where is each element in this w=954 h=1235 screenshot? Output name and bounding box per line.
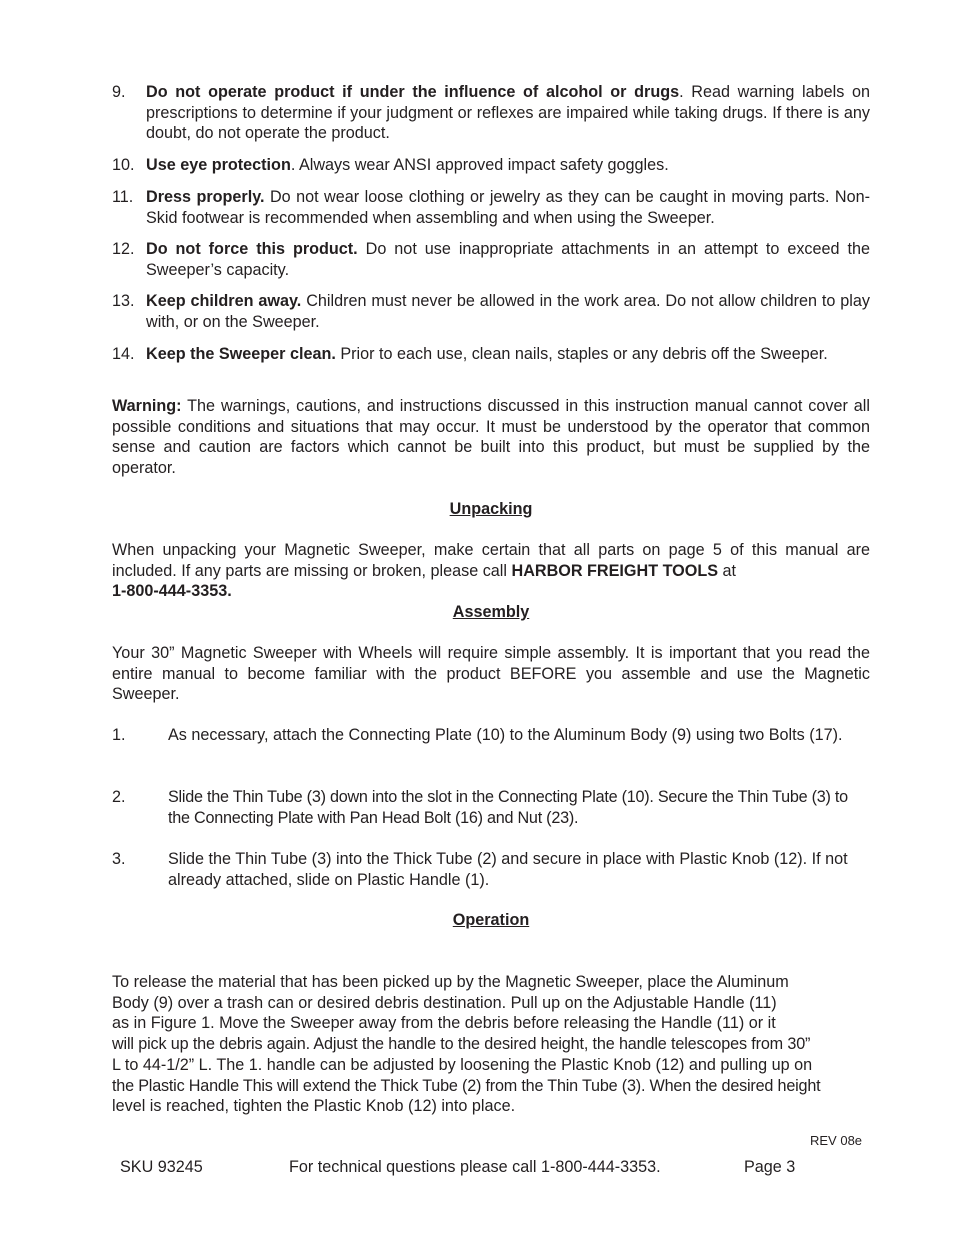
item-body: Always wear ANSI approved impact safety goggles. [298, 156, 669, 174]
item-title: Keep children away. [146, 292, 302, 310]
assembly-heading: Assembly [452, 603, 530, 621]
item-title: Do not operate product if under the influence of alcohol or drugs [146, 83, 680, 101]
unpacking-text: When unpacking your Magnetic Sweeper, make certain that all parts on page 5 of this manual are included. If any parts are missing or broken, please call [112, 541, 870, 580]
item-title: Dress properly. [146, 188, 265, 206]
step-number: 1. [112, 726, 126, 744]
item-number: 14. [112, 345, 135, 363]
item-title: Do not force this product. [146, 240, 358, 258]
operation-line: will pick up the debris again. Adjust the handle to the desired height, the handle telescopes from 30” [112, 1035, 811, 1054]
sku-label: SKU 93245 [120, 1158, 203, 1176]
item-body: Do not use inappropriate attachments in an attempt to exceed the Sweeper’s capacity. [146, 240, 871, 279]
item-number: 12. [112, 240, 135, 258]
unpacking-heading: Unpacking [449, 500, 533, 518]
item-number: 13. [112, 292, 135, 310]
step-number: 3. [112, 850, 126, 868]
safety-item-12 [112, 239, 870, 280]
operation-line: L to 44-1/2” L. The 1. handle can be adjusted by loosening the Plastic Knob (12) and pulling up on [112, 1055, 813, 1074]
safety-item-13 [112, 291, 870, 332]
item-title: Use eye protection [146, 156, 291, 174]
page-number: Page 3 [744, 1158, 796, 1176]
warning-paragraph [112, 396, 870, 479]
warning-label: Warning: [112, 397, 182, 415]
item-separator: . [290, 156, 299, 174]
company-name: HARBOR FREIGHT TOOLS [511, 561, 719, 580]
assembly-step-3 [112, 849, 870, 890]
safety-item-14 [112, 344, 870, 365]
step-text: As necessary, attach the Connecting Plate (10) to the Aluminum Body (9) using two Bolts (17). [168, 726, 843, 744]
item-number: 9. [112, 83, 126, 101]
operation-line: Body (9) over a trash can or desired debris destination. Pull up on the Adjustable Handle (11) [112, 993, 777, 1012]
operation-paragraph [112, 972, 872, 1117]
operation-line: level is reached, tighten the Plastic Knob (12) into place. [112, 1097, 516, 1116]
step-number: 2. [112, 788, 126, 806]
item-title: Keep the Sweeper clean. [146, 345, 336, 363]
safety-item-11 [112, 187, 870, 228]
operation-heading: Operation [452, 911, 530, 929]
unpacking-paragraph [112, 540, 870, 602]
item-separator: . [679, 83, 692, 101]
step-text: Slide the Thin Tube (3) down into the slot in the Connecting Plate (10). Secure the Thin Tube (3) to the Connecting Plate with Pan Head Bolt (16) and Nut (23). [168, 788, 848, 827]
item-body: Prior to each use, clean nails, staples or any debris off the Sweeper. [340, 345, 828, 363]
operation-line: the Plastic Handle This will extend the Thick Tube (2) from the Thin Tube (3). When the desired height [112, 1076, 821, 1095]
item-body: Do not wear loose clothing or jewelry as they can be caught in moving parts. Non-Skid footwear is recommended when assembling and when using the Sweeper. [146, 188, 870, 227]
phone-number: 1-800-444-3353. [112, 582, 232, 601]
warning-text: The warnings, cautions, and instructions discussed in this instruction manual cannot cover all possible conditions and situations that may occur. It must be understood by the operator that common sense and caution are factors which cannot be built into this product, but must be supplied by the operator. [112, 397, 870, 478]
item-body: Read warning labels on prescriptions to determine if your judgment or reflexes are impaired while taking drugs. If there is any doubt, do not operate the product. [146, 83, 870, 143]
assembly-step-1 [112, 725, 870, 746]
item-number: 10. [112, 156, 135, 174]
safety-item-10 [112, 155, 870, 176]
operation-line: To release the material that has been picked up by the Magnetic Sweeper, place the Aluminum [112, 973, 789, 991]
safety-item-9 [112, 82, 870, 144]
operation-line: as in Figure 1. Move the Sweeper away from the debris before releasing the Handle (11) or it [112, 1014, 776, 1033]
assembly-intro: Your 30” Magnetic Sweeper with Wheels will require simple assembly. It is important that you read the entire manual to become familiar with the product BEFORE you assemble and use the Magnetic Sweeper. [112, 644, 870, 704]
item-separator [358, 240, 366, 258]
revision-label: REV 08e [810, 1133, 863, 1148]
item-body: Children must never be allowed in the work area. Do not allow children to play with, or on the Sweeper. [146, 292, 870, 331]
unpacking-text-after: at [718, 561, 737, 580]
assembly-step-2 [112, 787, 870, 828]
tech-support-text: For technical questions please call 1-800-444-3353. [289, 1158, 661, 1176]
step-text: Slide the Thin Tube (3) into the Thick Tube (2) and secure in place with Plastic Knob (12). If not already attached, slide on Plastic Handle (1). [168, 850, 848, 889]
item-number: 11. [112, 188, 134, 206]
